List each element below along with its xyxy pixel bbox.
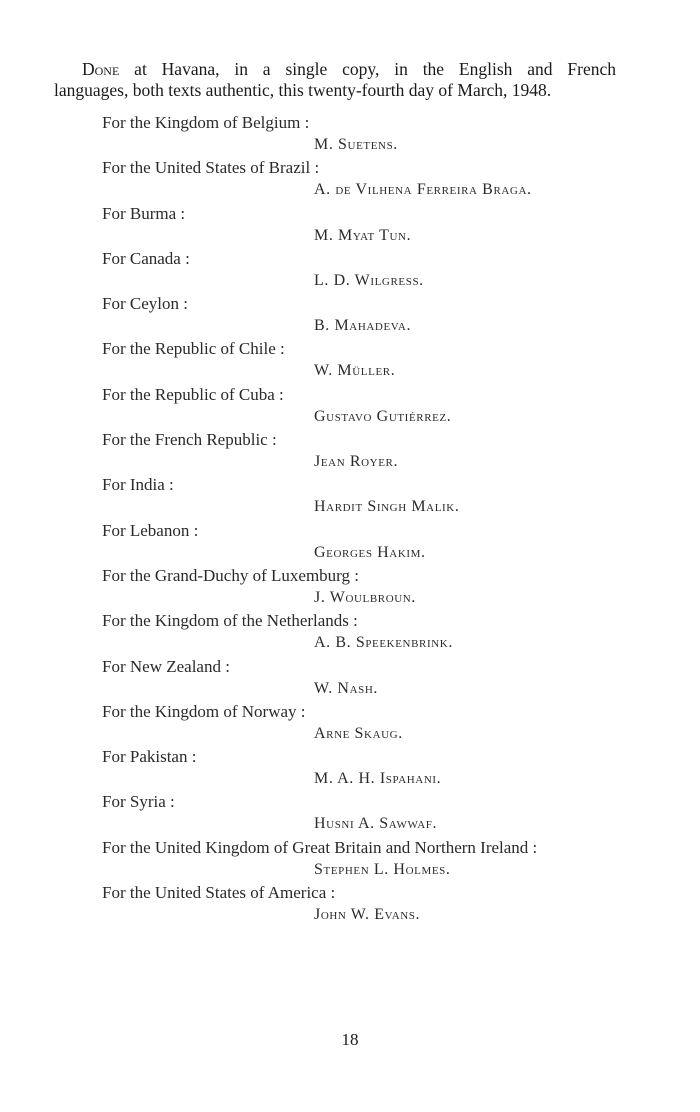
country-label: For the Republic of Chile : xyxy=(102,339,285,359)
country-label: For the United Kingdom of Great Britain and Northern Ireland : xyxy=(102,837,538,857)
signature-entry xyxy=(0,474,700,519)
intro-paragraph xyxy=(54,59,616,101)
signatory-name: B. Mahadeva. xyxy=(314,317,412,335)
country-label: For India : xyxy=(102,475,174,495)
signatory-name: A. de Vilhena Ferreira Braga. xyxy=(314,181,532,199)
signatory-name: L. D. Wilgress. xyxy=(314,271,424,289)
signatory-name: M. Suetens. xyxy=(314,136,398,153)
signature-entry xyxy=(0,248,700,293)
signature-entry xyxy=(0,701,700,746)
signatory-name: A. B. Speekenbrink. xyxy=(314,634,453,652)
signatory-name: W. Nash. xyxy=(314,679,378,697)
signatory-name: Jean Royer. xyxy=(314,453,399,471)
signature-entry xyxy=(0,293,700,338)
signature-entry xyxy=(0,157,700,202)
country-label: For Pakistan : xyxy=(102,747,197,767)
country-label: For the United States of Brazil : xyxy=(102,158,320,178)
signature-entry xyxy=(0,429,700,474)
country-label: For Lebanon : xyxy=(102,520,199,540)
country-label: For Canada : xyxy=(102,248,190,268)
country-label: For the Kingdom of Norway : xyxy=(102,701,306,721)
country-label: For the Republic of Cuba : xyxy=(102,384,284,404)
country-label: For the French Republic : xyxy=(102,430,277,450)
signatory-name: Stephen L. Holmes. xyxy=(314,860,451,878)
country-label: For the Grand-Duchy of Luxemburg : xyxy=(102,565,359,585)
intro-line-2: languages, both texts authentic, this twenty-fourth day of March, 1948. xyxy=(54,80,552,100)
signatory-name: John W. Evans. xyxy=(314,906,421,924)
signatory-name: Georges Hakim. xyxy=(314,543,426,561)
signature-entry xyxy=(0,338,700,383)
country-label: For New Zealand : xyxy=(102,656,230,676)
signature-entry xyxy=(0,112,700,157)
country-label: For the Kingdom of Belgium : xyxy=(102,113,310,132)
signatory-name: Husni A. Sawwaf. xyxy=(314,815,438,833)
intro-line-1-rest: at Havana, in a single copy, in the English and French xyxy=(119,59,616,79)
signature-entry xyxy=(0,384,700,429)
signature-entry xyxy=(0,520,700,565)
country-label: For Burma : xyxy=(102,203,186,223)
signatory-name: M. Myat Tun. xyxy=(314,226,412,244)
signatory-name: M. A. H. Ispahani. xyxy=(314,770,442,788)
done-word: Done xyxy=(82,59,120,79)
country-label: For Ceylon : xyxy=(102,294,188,314)
signatory-name: W. Müller. xyxy=(314,362,396,380)
country-label: For the Kingdom of the Netherlands : xyxy=(102,611,358,631)
signature-list xyxy=(0,112,700,927)
country-label: For Syria : xyxy=(102,792,175,812)
signatory-name: Arne Skaug. xyxy=(314,724,403,742)
signature-entry xyxy=(0,656,700,701)
signature-entry xyxy=(0,746,700,791)
country-label: For the United States of America : xyxy=(102,883,336,903)
signature-entry xyxy=(0,791,700,836)
intro-line-1 xyxy=(54,59,616,80)
signature-entry xyxy=(0,610,700,655)
signature-entry xyxy=(0,882,700,927)
signatory-name: Hardit Singh Malik. xyxy=(314,498,460,516)
signature-entry xyxy=(0,203,700,248)
signature-entry xyxy=(0,565,700,610)
page-number: 18 xyxy=(341,1030,359,1049)
signatory-name: Gustavo Gutiérrez. xyxy=(314,407,452,425)
signatory-name: J. Woulbroun. xyxy=(314,588,416,606)
signature-entry xyxy=(0,837,700,882)
